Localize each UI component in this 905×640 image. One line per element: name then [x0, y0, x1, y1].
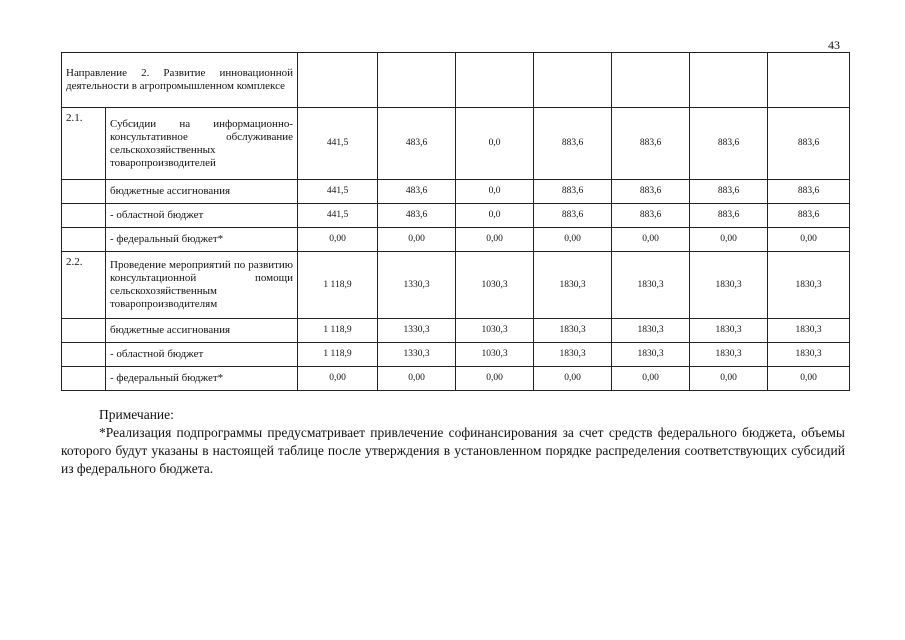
value-cell: 1 118,9 — [298, 319, 378, 343]
value-cell: 0,00 — [612, 228, 690, 252]
value-cell: 483,6 — [378, 180, 456, 204]
value-cell: 1330,3 — [378, 319, 456, 343]
value-cell: 1830,3 — [690, 343, 768, 367]
row-number — [62, 204, 106, 228]
value-cell: 0,00 — [298, 367, 378, 391]
value-cell: 0,00 — [768, 367, 850, 391]
value-cell: 883,6 — [768, 180, 850, 204]
value-cell: 883,6 — [612, 108, 690, 180]
value-cell: 0,00 — [534, 367, 612, 391]
empty-cell — [456, 53, 534, 108]
table-row — [62, 367, 850, 391]
table-row — [62, 204, 850, 228]
page-number: 43 — [828, 38, 840, 52]
value-cell: 1030,3 — [456, 252, 534, 319]
direction-header-cell: Направление 2. Развитие инновационной деятельности в агропромышленном комплексе — [62, 53, 298, 108]
value-cell: 1830,3 — [534, 343, 612, 367]
value-cell: 1330,3 — [378, 252, 456, 319]
value-cell: 1030,3 — [456, 343, 534, 367]
value-cell: 0,00 — [690, 367, 768, 391]
row-label: бюджетные ассигнования — [106, 319, 298, 343]
value-cell: 0,0 — [456, 204, 534, 228]
note-text: *Реализация подпрограммы предусматривает привлечение софинансирования за счет средств федерального бюджета, объемы которого будут указаны в настоящей таблице после утверждения в установленном порядке распределения соответствующих субсидий из федерального бюджета. — [61, 425, 845, 476]
value-cell: 883,6 — [612, 180, 690, 204]
empty-cell — [378, 53, 456, 108]
value-cell: 1830,3 — [612, 343, 690, 367]
table-row — [62, 252, 850, 319]
row-label: Проведение мероприятий по развитию консультационной помощи сельскохозяйственным товаропроизводителям — [106, 252, 298, 319]
value-cell: 883,6 — [768, 108, 850, 180]
row-label: Субсидии на информационно-консультативное обслуживание сельскохозяйственных товаропроизводителей — [106, 108, 298, 180]
table-row — [62, 343, 850, 367]
value-cell: 0,00 — [456, 228, 534, 252]
value-cell: 883,6 — [690, 108, 768, 180]
row-number — [62, 228, 106, 252]
value-cell: 1830,3 — [768, 252, 850, 319]
value-cell: 0,00 — [456, 367, 534, 391]
value-cell: 0,00 — [378, 228, 456, 252]
row-number — [62, 180, 106, 204]
value-cell: 883,6 — [612, 204, 690, 228]
row-label: - областной бюджет — [106, 343, 298, 367]
table-row — [62, 180, 850, 204]
row-label: - федеральный бюджет* — [106, 228, 298, 252]
empty-cell — [690, 53, 768, 108]
value-cell: 0,00 — [378, 367, 456, 391]
value-cell: 1030,3 — [456, 319, 534, 343]
value-cell: 1 118,9 — [298, 343, 378, 367]
empty-cell — [768, 53, 850, 108]
value-cell: 0,00 — [612, 367, 690, 391]
value-cell: 1830,3 — [612, 319, 690, 343]
value-cell: 883,6 — [534, 204, 612, 228]
value-cell: 0,00 — [768, 228, 850, 252]
value-cell: 0,0 — [456, 180, 534, 204]
row-number: 2.2. — [62, 252, 106, 319]
value-cell: 1 118,9 — [298, 252, 378, 319]
empty-cell — [298, 53, 378, 108]
budget-table — [61, 52, 850, 391]
direction-header-row — [62, 53, 850, 108]
row-number — [62, 343, 106, 367]
value-cell: 883,6 — [534, 180, 612, 204]
value-cell: 441,5 — [298, 180, 378, 204]
row-number — [62, 367, 106, 391]
table-row — [62, 228, 850, 252]
value-cell: 0,0 — [456, 108, 534, 180]
value-cell: 1830,3 — [768, 319, 850, 343]
value-cell: 483,6 — [378, 108, 456, 180]
table-row — [62, 108, 850, 180]
value-cell: 1330,3 — [378, 343, 456, 367]
value-cell: 441,5 — [298, 108, 378, 180]
value-cell: 1830,3 — [612, 252, 690, 319]
row-label: - областной бюджет — [106, 204, 298, 228]
note-title: Примечание: — [99, 407, 174, 422]
row-label: - федеральный бюджет* — [106, 367, 298, 391]
value-cell: 0,00 — [534, 228, 612, 252]
value-cell: 1830,3 — [534, 319, 612, 343]
row-number — [62, 319, 106, 343]
value-cell: 1830,3 — [768, 343, 850, 367]
value-cell: 1830,3 — [690, 252, 768, 319]
empty-cell — [612, 53, 690, 108]
value-cell: 0,00 — [690, 228, 768, 252]
row-number: 2.1. — [62, 108, 106, 180]
row-label: бюджетные ассигнования — [106, 180, 298, 204]
table-row — [62, 319, 850, 343]
value-cell: 1830,3 — [690, 319, 768, 343]
value-cell: 0,00 — [298, 228, 378, 252]
value-cell: 1830,3 — [534, 252, 612, 319]
value-cell: 483,6 — [378, 204, 456, 228]
value-cell: 883,6 — [690, 204, 768, 228]
value-cell: 441,5 — [298, 204, 378, 228]
empty-cell — [534, 53, 612, 108]
value-cell: 883,6 — [534, 108, 612, 180]
footnote — [61, 406, 845, 478]
value-cell: 883,6 — [690, 180, 768, 204]
value-cell: 883,6 — [768, 204, 850, 228]
